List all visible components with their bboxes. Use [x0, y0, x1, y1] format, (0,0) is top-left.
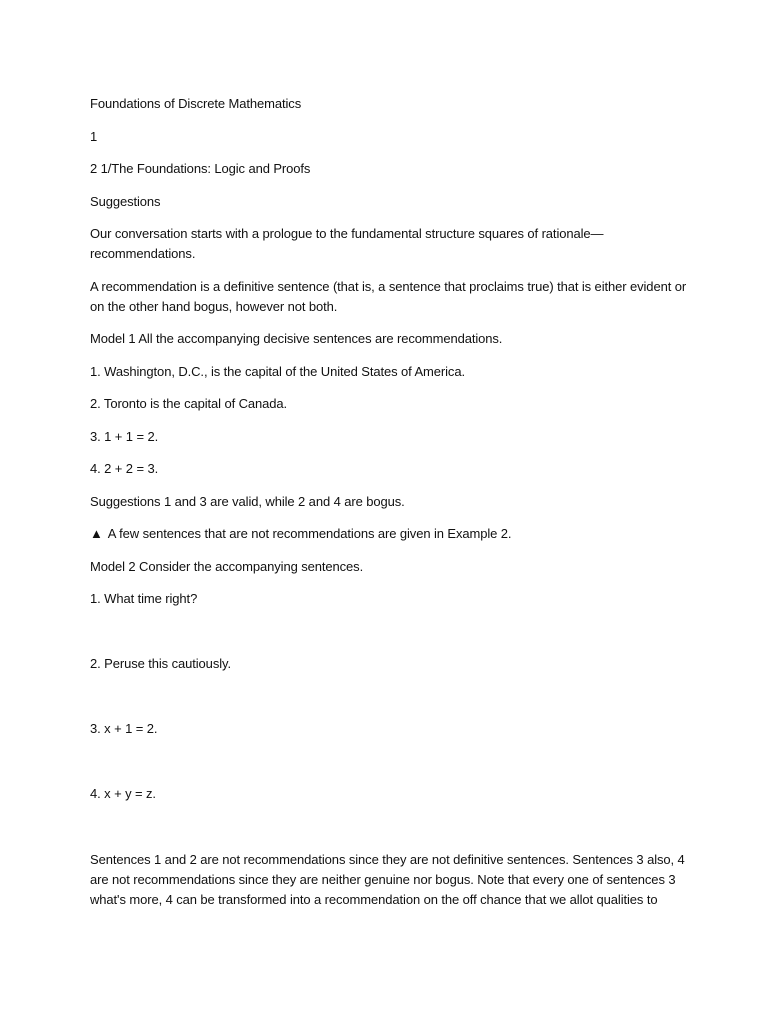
definition-paragraph: A recommendation is a definitive sentence (that is, a sentence that proclaims true) that is either evident or on the other hand bogus, however not both. [90, 278, 687, 314]
model-1-item-3: 3. 1 + 1 = 2. [90, 428, 159, 444]
model-1-conclusion: Suggestions 1 and 3 are valid, while 2 and 4 are bogus. [90, 493, 405, 509]
model-1-item-2: 2. Toronto is the capital of Canada. [90, 396, 288, 411]
section-heading: Suggestions [90, 193, 161, 209]
page-number: 1 [90, 128, 98, 144]
example-note-text: A few sentences that are not recommendations are given in Example 2. [107, 526, 512, 541]
model-2-item-1: 1. What time right? [90, 591, 198, 606]
model-2-item-2: 2. Peruse this cautiously. [90, 656, 231, 671]
triangle-marker-icon: ▲ [90, 526, 103, 541]
model-2-intro: Model 2 Consider the accompanying sentences. [90, 558, 364, 574]
chapter-heading: 2 1/The Foundations: Logic and Proofs [90, 161, 311, 176]
document-title: Foundations of Discrete Mathematics [90, 96, 302, 111]
model-1-item-4: 4. 2 + 2 = 3. [90, 461, 159, 476]
model-2-item-3: 3. x + 1 = 2. [90, 721, 158, 736]
intro-paragraph: Our conversation starts with a prologue to the fundamental structure squares of rationale—recommendations. [90, 226, 604, 261]
model-1-item-1: 1. Washington, D.C., is the capital of the United States of America. [90, 363, 465, 379]
model-2-item-4: 4. x + y = z. [90, 786, 156, 801]
model-1-intro: Model 1 All the accompanying decisive sentences are recommendations. [90, 331, 503, 346]
closing-paragraph: Sentences 1 and 2 are not recommendations since they are not definitive sentences. Sentences 3 also, 4 are not recommendations since they are neither genuine nor bogus. Note that every one of sentences 3 what's more, 4 can be transformed into a recommendation on the off chance that we allot qualities to [90, 852, 685, 907]
example-note [90, 524, 696, 544]
